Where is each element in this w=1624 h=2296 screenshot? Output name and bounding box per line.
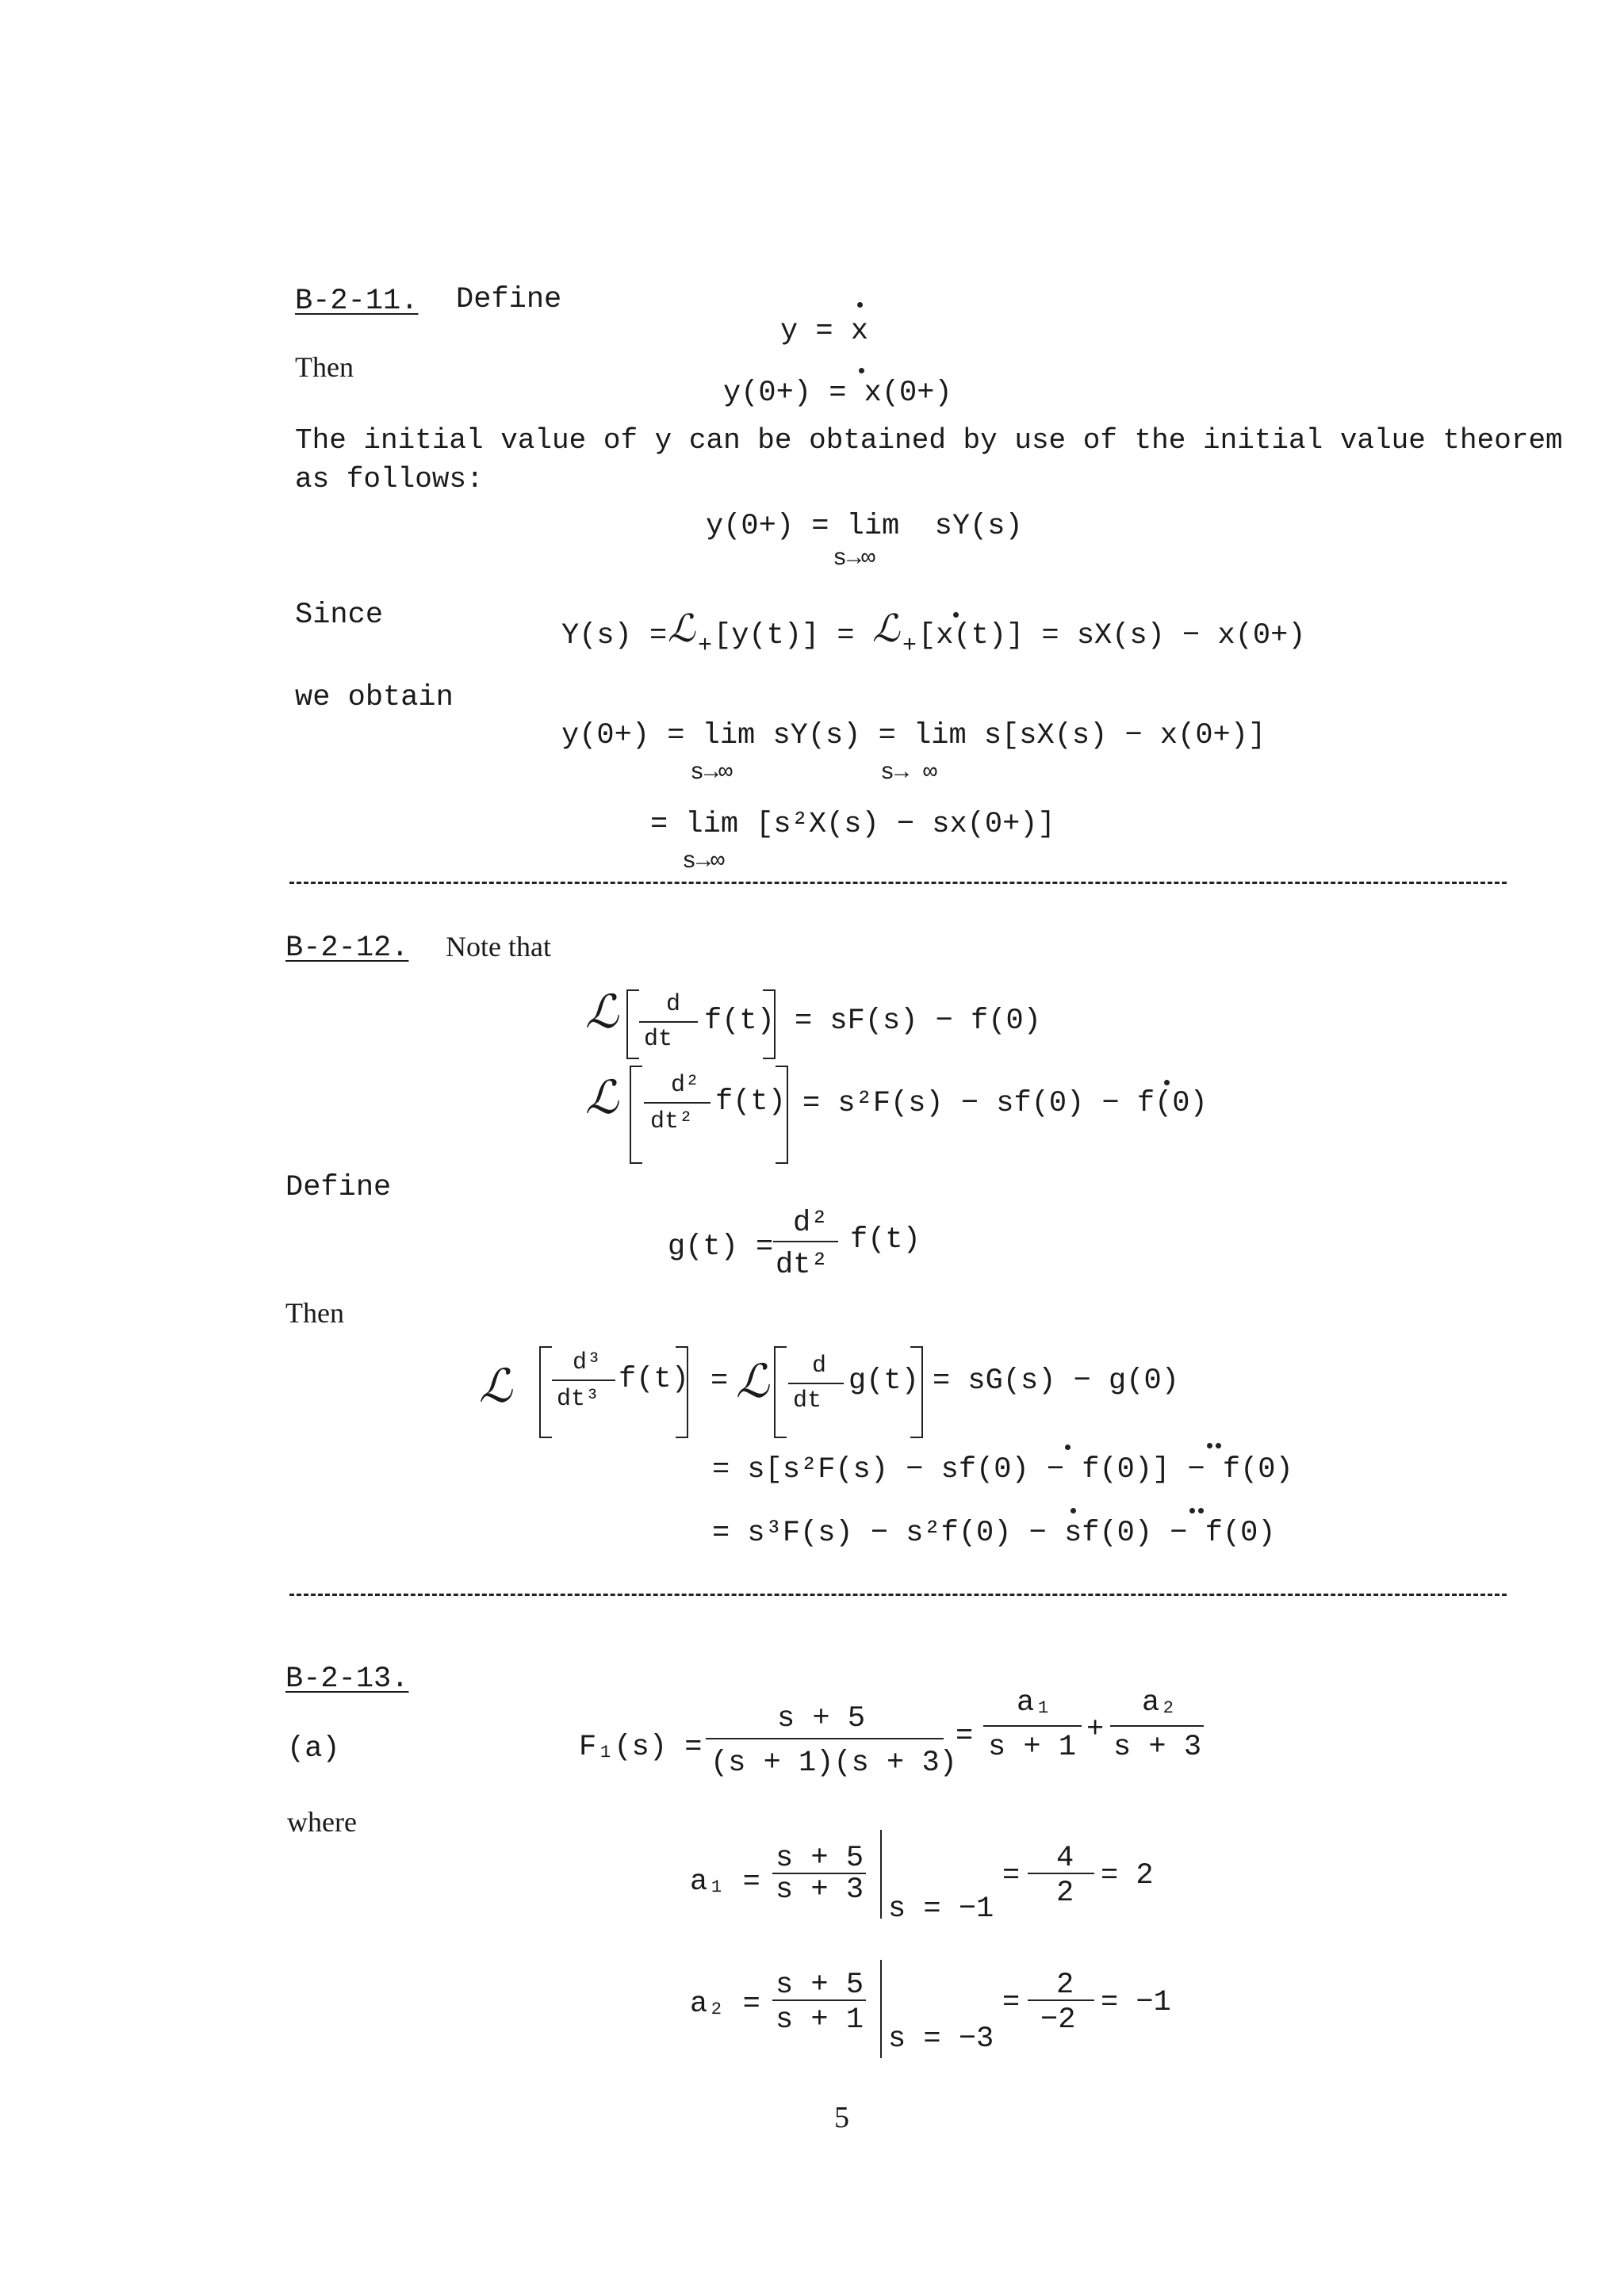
bracket-right: [763, 989, 776, 1059]
frac-num: a₂: [1142, 1686, 1178, 1720]
bracket-right: [910, 1346, 923, 1438]
eq-g-lhs: g(t) =: [668, 1230, 774, 1264]
bracket-left: [774, 1346, 787, 1438]
laplace-script-l-icon: ℒ: [585, 1072, 619, 1123]
arg-ft: f(t): [619, 1363, 689, 1396]
text-since: Since: [295, 599, 384, 632]
result: = −1: [1101, 1986, 1171, 2019]
problem-label-b-2-11: B-2-11.: [295, 285, 419, 318]
frac-den: s + 3: [776, 1873, 864, 1907]
frac-num: s + 5: [777, 1702, 866, 1735]
eq-sign: =: [1002, 1859, 1021, 1892]
eq-Ys-part-c: [x(t)] = sX(s) − x(0+): [918, 619, 1306, 652]
evaluation-bar: [880, 1960, 882, 2058]
fraction-bar: [983, 1725, 1082, 1727]
fraction-bar: [1110, 1725, 1204, 1727]
lim-subscript: s→∞: [690, 760, 733, 786]
eq-rhs: = s²F(s) − sf(0) − f(0): [802, 1087, 1208, 1120]
frac-den: (s + 1)(s + 3): [710, 1747, 957, 1780]
bracket-right: [776, 1066, 788, 1164]
frac-num: d²: [671, 1072, 700, 1099]
frac-den: s + 1: [988, 1731, 1077, 1764]
frac-den: dt²: [650, 1108, 694, 1135]
bracket-left: [630, 1066, 642, 1164]
eq-rhs: = sF(s) − f(0): [795, 1004, 1041, 1038]
section-separator: [289, 1594, 1507, 1596]
frac-num: d: [666, 991, 681, 1018]
frac-den: −2: [1040, 2003, 1076, 2037]
frac-num: a₁: [1017, 1686, 1052, 1720]
frac-num: d²: [793, 1207, 829, 1240]
fraction-bar: [1028, 1873, 1094, 1874]
eq-y0-derivation: y(0+) = lim sY(s) = lim s[sX(s) − x(0+)]: [561, 719, 1266, 752]
laplace-script-l-icon: ℒ: [585, 986, 619, 1038]
eq-a2-lhs: a₂ =: [690, 1988, 760, 2021]
fraction-bar: [552, 1380, 615, 1381]
eq-y0-equals-xdot0: y(0+) = x(0+): [723, 377, 952, 410]
eq-Ys-part-a: Y(s) =: [561, 619, 668, 652]
fraction-bar: [773, 1241, 838, 1242]
fraction-bar: [788, 1383, 844, 1384]
bracket-right: [676, 1346, 688, 1438]
laplace-script-l-icon: ℒ: [736, 1356, 769, 1407]
dot-accent: [1065, 1445, 1071, 1450]
laplace-script-l-icon: ℒ: [872, 608, 900, 650]
fraction-bar: [706, 1738, 944, 1739]
eval-point: s = −1: [888, 1892, 994, 1926]
frac-den: dt: [644, 1026, 673, 1053]
dot-accent: [857, 302, 863, 308]
dot-accent: [953, 612, 959, 618]
bracket-left: [626, 989, 639, 1059]
eval-point: s = −3: [888, 2022, 994, 2056]
lim-subscript: s→ ∞: [880, 760, 938, 786]
eq-Ys-part-b: [y(t)] =: [714, 619, 855, 652]
arg-ft: f(t): [704, 1004, 775, 1038]
eq-initial-value-theorem: y(0+) = lim sY(s): [706, 510, 1023, 543]
frac-den: 2: [1056, 1877, 1074, 1910]
eq-step-3: = s³F(s) − s²f(0) − sf(0) − f(0): [712, 1517, 1276, 1550]
frac-num: 4: [1056, 1842, 1074, 1875]
frac-den: s + 3: [1113, 1731, 1202, 1764]
frac-num: 2: [1056, 1969, 1074, 2002]
laplace-script-l-icon: ℒ: [668, 608, 695, 650]
dot-accent: [1207, 1443, 1212, 1448]
fraction-bar: [644, 1102, 710, 1104]
lim-subscript: s→∞: [833, 545, 876, 572]
frac-den: dt³: [557, 1386, 600, 1413]
problem-label-b-2-13: B-2-13.: [285, 1663, 409, 1696]
text-then: Then: [285, 1297, 344, 1329]
plus-subscript: +: [902, 633, 917, 660]
eq-sign: =: [956, 1720, 974, 1753]
frac-num: d³: [573, 1349, 602, 1376]
frac-den: s + 1: [776, 2003, 864, 2037]
dot-accent: [1198, 1508, 1204, 1513]
arg-ft: f(t): [850, 1223, 921, 1257]
eq-y-equals-xdot: y = x: [780, 315, 869, 348]
bracket-left: [539, 1346, 552, 1438]
text-where: where: [287, 1806, 357, 1838]
fraction-bar: [1028, 1999, 1094, 2001]
dot-accent: [1164, 1080, 1170, 1085]
eq-F1-lhs: F₁(s) =: [579, 1731, 703, 1764]
text-note-that: Note that: [446, 931, 551, 962]
eq-step-2: = s[s²F(s) − sf(0) − f(0)] − f(0): [712, 1453, 1293, 1487]
dot-accent: [859, 368, 864, 373]
text-then: Then: [295, 351, 354, 383]
frac-num: d: [812, 1353, 827, 1380]
section-separator: [289, 882, 1507, 884]
text-we-obtain: we obtain: [295, 681, 454, 714]
part-label-a: (a): [287, 1732, 340, 1766]
text-define: Define: [285, 1171, 392, 1204]
text-define: Define: [456, 283, 562, 316]
arg-gt: g(t): [848, 1364, 919, 1398]
arg-ft: f(t): [715, 1085, 786, 1119]
evaluation-bar: [880, 1830, 882, 1919]
plus-subscript: +: [698, 633, 713, 660]
page-number: 5: [834, 2101, 849, 2134]
problem-label-b-2-12: B-2-12.: [285, 932, 409, 965]
dot-accent: [1071, 1508, 1076, 1513]
frac-den: dt²: [776, 1249, 829, 1282]
frac-num: s + 5: [776, 1842, 864, 1875]
fraction-bar: [639, 1021, 698, 1023]
eq-sign: =: [1002, 1986, 1021, 2019]
lim-subscript: s→∞: [682, 848, 726, 875]
eq-rhs: = sG(s) − g(0): [933, 1364, 1179, 1398]
dot-accent: [1189, 1508, 1195, 1513]
frac-den: dt: [793, 1387, 822, 1414]
fraction-bar: [772, 1999, 866, 2001]
frac-num: s + 5: [776, 1969, 864, 2002]
eq-a1-lhs: a₁ =: [690, 1866, 760, 1899]
paragraph-line-2: as follows:: [295, 463, 484, 496]
plus-sign: +: [1086, 1713, 1105, 1747]
laplace-script-l-icon: ℒ: [479, 1360, 512, 1412]
eq-sign: =: [710, 1364, 729, 1398]
paragraph-line-1: The initial value of y can be obtained by use of the initial value theorem: [295, 424, 1563, 457]
dot-accent: [1216, 1443, 1221, 1448]
eq-y0-result: = lim [s²X(s) − sx(0+)]: [650, 808, 1055, 841]
result: = 2: [1101, 1859, 1154, 1892]
